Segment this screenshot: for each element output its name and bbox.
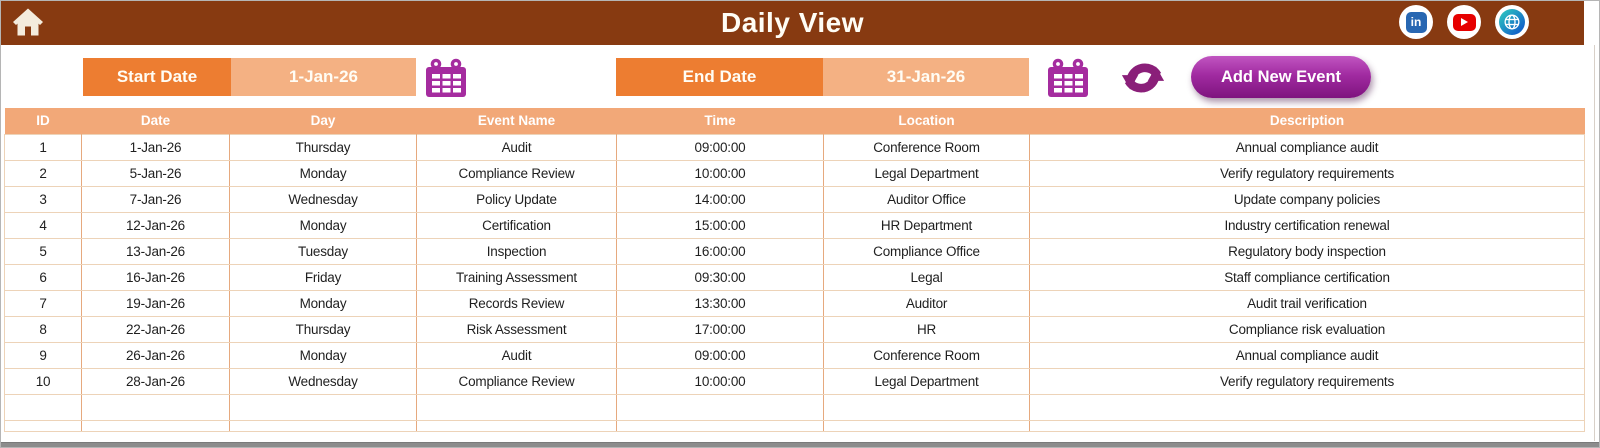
table-cell[interactable]: Compliance risk evaluation — [1030, 316, 1585, 342]
column-header: Day — [230, 108, 417, 134]
table-cell[interactable] — [1030, 394, 1585, 420]
calendar-icon — [1046, 86, 1090, 103]
table-cell[interactable]: 1 — [5, 134, 82, 160]
table-cell[interactable]: Regulatory body inspection — [1030, 238, 1585, 264]
social-links — [1399, 5, 1529, 39]
website-button[interactable] — [1495, 5, 1529, 39]
table-cell[interactable]: HR Department — [824, 212, 1030, 238]
end-date-value[interactable]: 31-Jan-26 — [823, 58, 1029, 96]
table-cell[interactable]: Verify regulatory requirements — [1030, 368, 1585, 394]
table-cell[interactable]: 7 — [5, 290, 82, 316]
table-row — [5, 160, 1585, 186]
page-title: Daily View — [720, 7, 864, 38]
table-cell[interactable]: Compliance Review — [417, 160, 617, 186]
table-cell[interactable]: Conference Room — [824, 342, 1030, 368]
table-cell[interactable]: 26-Jan-26 — [82, 342, 230, 368]
table-cell[interactable]: Legal Department — [824, 368, 1030, 394]
table-cell[interactable]: Monday — [230, 160, 417, 186]
table-cell[interactable] — [5, 420, 82, 431]
table-cell[interactable]: HR — [824, 316, 1030, 342]
table-cell[interactable]: 12-Jan-26 — [82, 212, 230, 238]
table-cell[interactable]: Monday — [230, 290, 417, 316]
table-cell[interactable]: Annual compliance audit — [1030, 134, 1585, 160]
table-cell[interactable]: Inspection — [417, 238, 617, 264]
table-cell[interactable]: 09:00:00 — [617, 342, 824, 368]
table-cell[interactable]: Industry certification renewal — [1030, 212, 1585, 238]
table-cell[interactable] — [230, 394, 417, 420]
table-cell[interactable]: Policy Update — [417, 186, 617, 212]
table-cell[interactable]: Wednesday — [230, 368, 417, 394]
table-cell[interactable]: 09:00:00 — [617, 134, 824, 160]
start-date-calendar-button[interactable] — [424, 57, 468, 99]
youtube-button[interactable] — [1447, 5, 1481, 39]
table-row — [5, 238, 1585, 264]
table-body — [5, 134, 1585, 431]
table-cell[interactable]: Compliance Review — [417, 368, 617, 394]
empty-row — [5, 394, 1585, 420]
table-cell[interactable]: Tuesday — [230, 238, 417, 264]
calendar-icon — [424, 86, 468, 103]
table-cell[interactable] — [617, 394, 824, 420]
table-cell[interactable]: 10 — [5, 368, 82, 394]
start-date-value[interactable]: 1-Jan-26 — [231, 58, 416, 96]
refresh-icon — [1117, 88, 1169, 105]
table-cell[interactable]: 19-Jan-26 — [82, 290, 230, 316]
column-header: Event Name — [417, 108, 617, 134]
table-cell[interactable] — [824, 394, 1030, 420]
add-new-event-button[interactable]: Add New Event — [1191, 56, 1371, 98]
table-cell[interactable]: 6 — [5, 264, 82, 290]
table-cell[interactable]: Thursday — [230, 134, 417, 160]
table-cell[interactable]: 17:00:00 — [617, 316, 824, 342]
start-date-label: Start Date — [83, 58, 231, 96]
table-cell[interactable] — [417, 420, 617, 431]
table-row — [5, 186, 1585, 212]
table-row — [5, 368, 1585, 394]
table-cell[interactable]: 1-Jan-26 — [82, 134, 230, 160]
table-cell[interactable]: 7-Jan-26 — [82, 186, 230, 212]
empty-row — [5, 420, 1585, 431]
top-header-bar — [1, 1, 1584, 45]
table-cell[interactable]: Wednesday — [230, 186, 417, 212]
table-cell[interactable] — [824, 420, 1030, 431]
table-cell[interactable]: Auditor Office — [824, 186, 1030, 212]
events-table — [4, 108, 1585, 432]
table-cell[interactable]: Legal — [824, 264, 1030, 290]
table-cell[interactable]: Staff compliance certification — [1030, 264, 1585, 290]
table-cell[interactable]: Audit — [417, 134, 617, 160]
table-cell[interactable]: 13-Jan-26 — [82, 238, 230, 264]
table-cell[interactable]: 4 — [5, 212, 82, 238]
table-cell[interactable] — [5, 394, 82, 420]
table-cell[interactable]: Monday — [230, 342, 417, 368]
table-cell[interactable]: 28-Jan-26 — [82, 368, 230, 394]
table-row — [5, 290, 1585, 316]
column-header: Location — [824, 108, 1030, 134]
table-cell[interactable]: 2 — [5, 160, 82, 186]
table-cell[interactable]: Training Assessment — [417, 264, 617, 290]
table-cell[interactable]: Auditor — [824, 290, 1030, 316]
table-cell[interactable]: Compliance Office — [824, 238, 1030, 264]
table-cell[interactable]: 16-Jan-26 — [82, 264, 230, 290]
table-cell[interactable]: 5-Jan-26 — [82, 160, 230, 186]
table-cell[interactable]: Annual compliance audit — [1030, 342, 1585, 368]
table-cell[interactable]: 13:30:00 — [617, 290, 824, 316]
table-cell[interactable]: 10:00:00 — [617, 368, 824, 394]
column-header: ID — [5, 108, 82, 134]
table-cell[interactable]: Conference Room — [824, 134, 1030, 160]
table-cell[interactable]: Thursday — [230, 316, 417, 342]
table-cell[interactable]: 09:30:00 — [617, 264, 824, 290]
table-cell[interactable]: 22-Jan-26 — [82, 316, 230, 342]
sheet-right-edge — [1594, 45, 1595, 441]
table-cell[interactable]: Audit — [417, 342, 617, 368]
table-cell[interactable]: Audit trail verification — [1030, 290, 1585, 316]
table-row — [5, 342, 1585, 368]
table-cell[interactable]: 3 — [5, 186, 82, 212]
table-cell[interactable]: Risk Assessment — [417, 316, 617, 342]
table-cell[interactable] — [617, 420, 824, 431]
table-row — [5, 212, 1585, 238]
youtube-icon — [1453, 14, 1476, 31]
table-cell[interactable]: 16:00:00 — [617, 238, 824, 264]
table-cell[interactable] — [1030, 420, 1585, 431]
table-cell[interactable]: Update company policies — [1030, 186, 1585, 212]
table-cell[interactable]: Monday — [230, 212, 417, 238]
table-cell[interactable]: 14:00:00 — [617, 186, 824, 212]
column-header: Description — [1030, 108, 1585, 134]
table-cell[interactable]: 5 — [5, 238, 82, 264]
linkedin-button[interactable] — [1399, 5, 1433, 39]
table-cell[interactable] — [230, 420, 417, 431]
table-row — [5, 316, 1585, 342]
refresh-button[interactable] — [1117, 55, 1169, 101]
table-cell[interactable]: Friday — [230, 264, 417, 290]
linkedin-icon: in — [1406, 12, 1427, 33]
end-date-calendar-button[interactable] — [1046, 57, 1090, 99]
table-cell[interactable] — [82, 394, 230, 420]
table-cell[interactable]: 9 — [5, 342, 82, 368]
table-cell[interactable]: 8 — [5, 316, 82, 342]
table-cell[interactable]: Certification — [417, 212, 617, 238]
table-cell[interactable] — [82, 420, 230, 431]
table-cell[interactable]: Legal Department — [824, 160, 1030, 186]
table-cell[interactable]: 10:00:00 — [617, 160, 824, 186]
globe-icon — [1499, 9, 1525, 35]
table-row — [5, 134, 1585, 160]
column-header: Date — [82, 108, 230, 134]
table-header-row — [5, 108, 1585, 134]
table-cell[interactable] — [417, 394, 617, 420]
column-header: Time — [617, 108, 824, 134]
table-row — [5, 264, 1585, 290]
end-date-label: End Date — [616, 58, 823, 96]
table-cell[interactable]: 15:00:00 — [617, 212, 824, 238]
table-cell[interactable]: Verify regulatory requirements — [1030, 160, 1585, 186]
table-cell[interactable]: Records Review — [417, 290, 617, 316]
bottom-status-bar — [1, 442, 1600, 448]
